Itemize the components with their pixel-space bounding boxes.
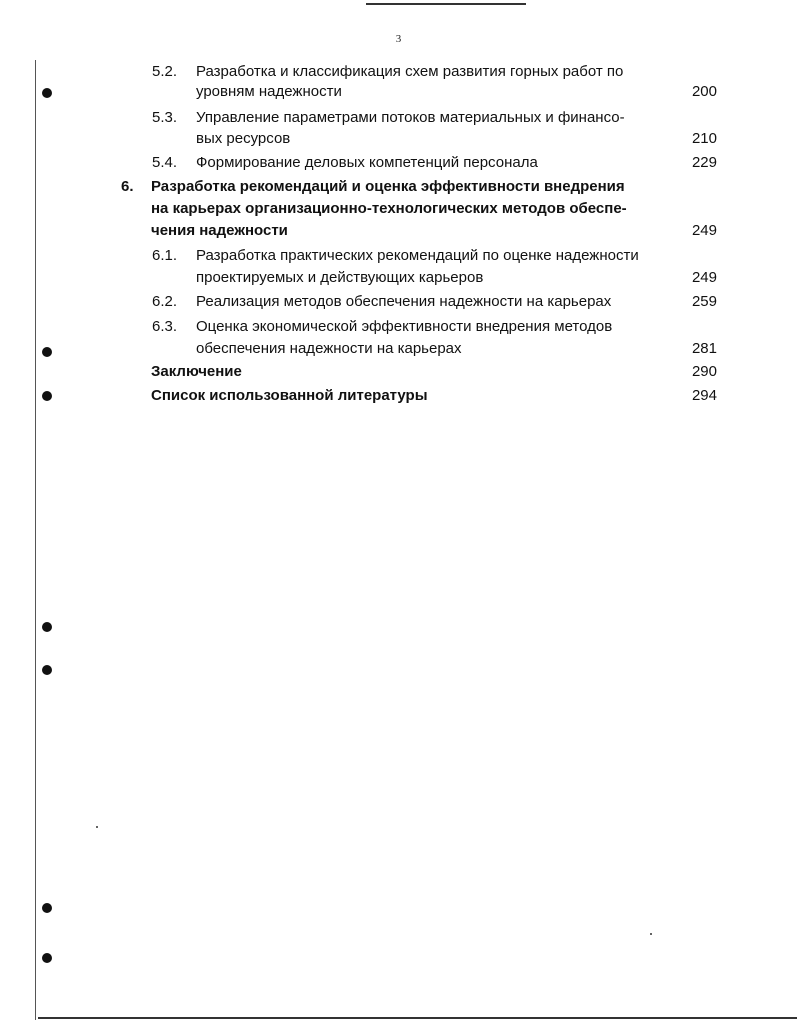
- toc-entry-num: 6.3.: [152, 318, 178, 335]
- toc-entry-title: Управление параметрами потоков материальных и финансо-: [196, 109, 625, 126]
- toc-entry-title: уровням надежности: [196, 83, 342, 100]
- toc-entry-page: 210: [691, 130, 717, 147]
- punch-hole: [42, 622, 52, 632]
- toc-chapter-title: на карьерах организационно-технологических методов обеспе-: [151, 200, 627, 217]
- toc-entry-num: 6.1.: [152, 247, 178, 264]
- punch-hole: [42, 88, 52, 98]
- toc-entry-title: обеспечения надежности на карьерах: [196, 340, 462, 357]
- toc-entry-page: 259: [691, 293, 717, 310]
- toc-entry-page: 249: [691, 269, 717, 286]
- toc-entry-title: Формирование деловых компетенций персонала: [196, 154, 538, 171]
- toc-conclusion: Заключение: [151, 363, 242, 380]
- toc-entry-title: Разработка практических рекомендаций по оценке надежности: [196, 247, 639, 264]
- toc-entry-page: 294: [691, 387, 717, 404]
- scan-bottom-edge: [38, 1017, 797, 1019]
- punch-hole: [42, 903, 52, 913]
- scan-left-edge: [35, 60, 36, 1020]
- toc-entry-title: вых ресурсов: [196, 130, 291, 147]
- toc-entry-num: 5.4.: [152, 154, 178, 171]
- toc-chapter-num: 6.: [121, 178, 134, 195]
- punch-hole: [42, 391, 52, 401]
- punch-hole: [42, 953, 52, 963]
- scan-speck: [96, 826, 98, 828]
- toc-entry-num: 5.2.: [152, 63, 178, 80]
- toc-entry-page: 290: [691, 363, 717, 380]
- toc-entry-page: 229: [691, 154, 717, 171]
- punch-hole: [42, 665, 52, 675]
- toc-entry-page: 249: [691, 222, 717, 239]
- toc-entry-title: Разработка и классификация схем развития горных работ по: [196, 63, 624, 80]
- toc-entry-num: 6.2.: [152, 293, 178, 310]
- toc-chapter-title: чения надежности: [151, 222, 288, 239]
- toc-entry-title: Реализация методов обеспечения надежности на карьерах: [196, 293, 612, 310]
- toc-chapter-title: Разработка рекомендаций и оценка эффективности внедрения: [151, 178, 625, 195]
- toc-entry-title: проектируемых и действующих карьеров: [196, 269, 484, 286]
- page-number: 3: [395, 33, 402, 45]
- toc-entry-page: 281: [691, 340, 717, 357]
- toc-entry-num: 5.3.: [152, 109, 178, 126]
- scan-speck: [650, 933, 652, 935]
- toc-references: Список использованной литературы: [151, 387, 428, 404]
- punch-hole: [42, 347, 52, 357]
- toc-entry-title: Оценка экономической эффективности внедрения методов: [196, 318, 613, 335]
- scan-top-edge: [366, 3, 526, 5]
- toc-entry-page: 200: [691, 83, 717, 100]
